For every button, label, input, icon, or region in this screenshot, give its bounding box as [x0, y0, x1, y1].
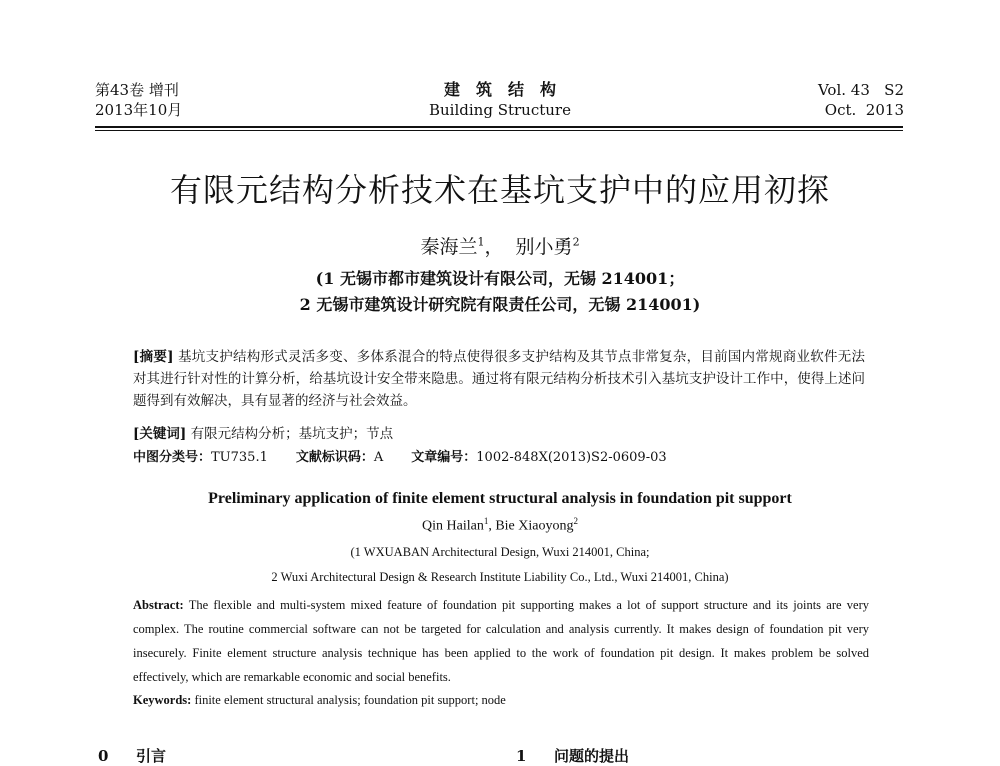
abstract-cn-text: 基坑支护结构形式灵活多变、多体系混合的特点使得很多支护结构及其节点非常复杂，目前国内常规商业软件无法对其进行针对性的计算分析，给基坑设计安全带来隐患。通过将有限元结构分析技术引入基坑支护设计工作中，使得上述问题得到有效解决，具有显著的经济与社会效益。 — [133, 349, 866, 409]
keywords-cn-text: 有限元结构分析；基坑支护；节点 — [190, 426, 394, 442]
keywords-en-label: Keywords: — [133, 693, 192, 707]
section-number: 0 — [98, 747, 109, 765]
volume-en: Vol. 43 S2 — [817, 81, 904, 99]
publication-date: 2013年10月 — [95, 101, 183, 119]
paper-title-en: Preliminary application of finite element structural analysis in foundation pit support — [208, 490, 792, 507]
section-number: 1 — [516, 747, 527, 765]
header-rule-thick — [95, 126, 903, 128]
author-1-sup: 1 — [477, 235, 485, 249]
author-en-2: Bie Xiaoyong — [495, 518, 574, 534]
paper-title-cn: 有限元结构分析技术在基坑支护中的应用初探 — [169, 171, 830, 209]
abstract-cn — [133, 346, 865, 412]
journal-volume-en — [818, 80, 904, 120]
abstract-en-label: Abstract: — [133, 598, 184, 612]
affiliation-en-1: (1 WXUABAN Architectural Design, Wuxi 214001, China; — [350, 545, 650, 559]
author-1: 秦海兰 — [420, 236, 478, 258]
section-title: 引言 — [136, 747, 167, 765]
article-no-label: 文章编号： — [411, 450, 477, 465]
affiliation-cn-2: 2 无锡市建筑设计研究院有限责任公司，无锡 214001) — [299, 295, 701, 314]
author-en-1: Qin Hailan — [422, 518, 484, 534]
keywords-en — [133, 693, 506, 708]
section-heading-problem — [516, 745, 629, 766]
header-rule-thin — [95, 130, 903, 131]
doc-code-label: 文献标识码： — [295, 450, 374, 465]
section-title: 问题的提出 — [554, 747, 630, 765]
doc-code-value: A — [373, 450, 384, 465]
author-2: 别小勇 — [515, 236, 573, 258]
author-en-1-sup: 1 — [483, 516, 489, 526]
keywords-en-text: finite element structural analysis; foundation pit support; node — [194, 693, 506, 707]
classification-line — [133, 446, 667, 465]
article-no-value: 1002-848X(2013)S2-0609-03 — [476, 450, 667, 465]
authors-en — [0, 516, 1000, 535]
authors-cn — [0, 232, 1000, 259]
affiliation-en-2: 2 Wuxi Architectural Design & Research Institute Liability Co., Ltd., Wuxi 214001, China) — [271, 570, 729, 584]
abstract-cn-label: [摘要] — [133, 349, 174, 365]
author-en-separator: , — [488, 518, 496, 534]
clc-label: 中图分类号： — [133, 450, 212, 465]
keywords-cn — [133, 422, 393, 442]
volume-issue: 第43卷 增刊 — [95, 81, 179, 99]
journal-name-cn: 建筑结构 — [443, 80, 572, 99]
journal-name-en: Building Structure — [429, 101, 571, 119]
date-en: Oct. 2013 — [824, 101, 904, 119]
author-2-sup: 2 — [572, 235, 580, 249]
clc-value: TU735.1 — [211, 450, 268, 465]
author-separator: ， — [484, 236, 516, 258]
keywords-cn-label: [关键词] — [133, 426, 187, 442]
affiliation-cn-1: (1 无锡市都市建筑设计有限公司，无锡 214001； — [315, 269, 685, 288]
author-en-2-sup: 2 — [573, 516, 578, 526]
abstract-en-text: The flexible and multi-system mixed feature of foundation pit supporting makes a lot of support structure and its joints are very complex. The routine commercial software can not be targeted for calculation and analysis currently. It makes design of foundation pit very insecurely. Finite element structure analysis technique has been applied to the work of foundation pit design. It makes problem be solved effectively, which are remarkable economic and social benefits. — [133, 598, 869, 684]
section-heading-intro — [98, 745, 166, 766]
abstract-en — [133, 593, 869, 689]
